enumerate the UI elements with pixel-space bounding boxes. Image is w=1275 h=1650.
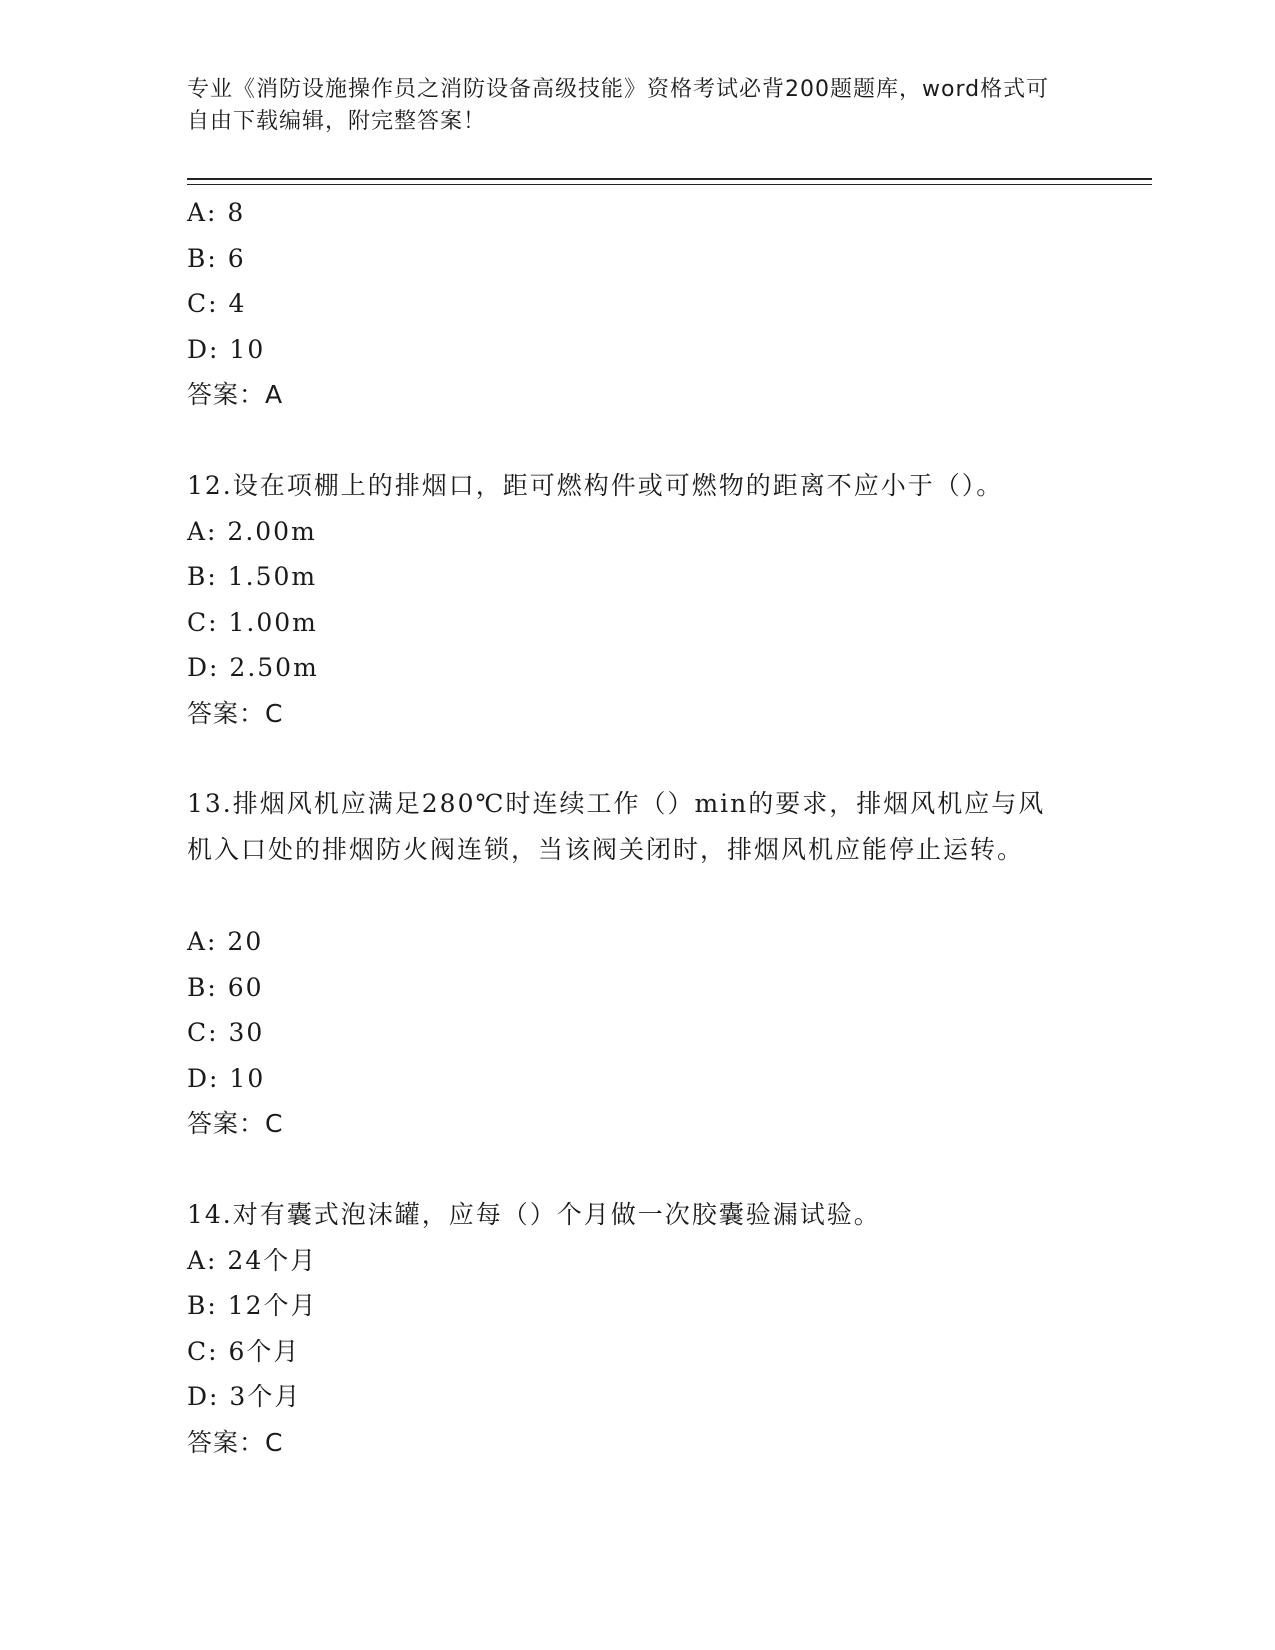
header-divider-thick [187, 178, 1152, 180]
question-12 [187, 463, 1067, 737]
option-d: D: 10 [187, 334, 266, 364]
option-c: C: 6个月 [187, 1336, 301, 1366]
option-b: B: 1.50m [187, 562, 318, 591]
option-b: B: 12个月 [187, 1291, 318, 1320]
option-d: D: 10 [187, 1063, 266, 1093]
option-b: B: 6 [187, 243, 246, 273]
answer-line: 答案：C [187, 1109, 284, 1138]
question-14 [187, 1192, 1067, 1466]
question-spacer [187, 1147, 1067, 1192]
header-title: 专业《消防设施操作员之消防设备高级技能》资格考试必背200题题库，word格式可自由下载编辑，附完整答案！ [187, 77, 1050, 134]
answer-line: 答案：A [187, 380, 284, 409]
header-divider-thin [187, 184, 1152, 185]
option-d: D: 3个月 [187, 1382, 302, 1411]
answer-line: 答案：C [187, 698, 284, 728]
question-11 [187, 190, 1067, 418]
answer-line: 答案：C [187, 1427, 284, 1457]
option-a: A: 24个月 [187, 1245, 318, 1275]
option-c: C: 1.00m [187, 607, 318, 637]
option-a: A: 20 [187, 927, 264, 956]
question-13 [187, 781, 1067, 1147]
question-list [187, 190, 1067, 1465]
question-spacer [187, 418, 1067, 463]
option-b: B: 60 [187, 972, 264, 1002]
option-d: D: 2.50m [187, 653, 319, 682]
question-spacer [187, 736, 1067, 781]
question-stem: 12.设在项棚上的排烟口，距可燃构件或可燃物的距离不应小于（）。 [187, 470, 1004, 500]
option-a: A: 2.00m [187, 516, 317, 546]
document-header [187, 74, 1067, 138]
question-stem: 14.对有囊式泡沫罐，应每（）个月做一次胶囊验漏试验。 [187, 1199, 881, 1229]
option-c: C: 4 [187, 289, 247, 318]
option-a: A: 8 [187, 198, 246, 227]
question-stem: 13.排烟风机应满足280℃时连续工作（）min的要求，排烟风机应与风机入口处的排烟防火阀连锁，当该阀关闭时，排烟风机应能停止运转。 [187, 789, 1046, 864]
option-c: C: 30 [187, 1018, 265, 1047]
